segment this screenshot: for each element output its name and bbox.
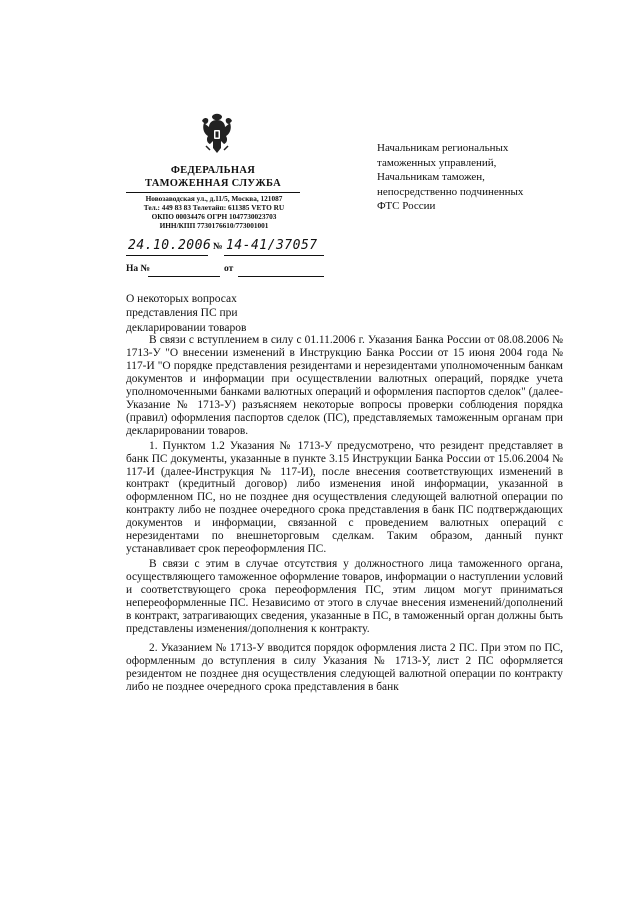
organization-name	[130, 164, 296, 190]
double-headed-eagle-emblem-icon	[200, 112, 234, 154]
reference-number-underline	[148, 276, 220, 277]
letter-subject	[126, 292, 326, 335]
subject-line: О некоторых вопросах	[126, 293, 237, 305]
body-paragraph-3: В связи с этим в случае отсутствия у должностного лица таможенного органа, осуществляющего таможенное оформление товаров, информации о наступлении условий и соответствующего срока переоформления ПС, этим лицом могут приниматься непереоформленные ПС. Независимо от этого в случае внесения изменений/дополнений в контракт, затрагивающих сведения, указанные в ПС, в таможенный орган должны быть представлены изменения/дополнения к контракту.	[126, 558, 563, 635]
body-paragraph-4: 2. Указанием № 1713-У вводится порядок оформления листа 2 ПС. При этом по ПС, оформленным до вступления в силу Указания № 1713-У, лист 2 ПС оформляется резидентом не позднее дня осуществления следующей валютной операции по контракту либо не позднее очередного срока представления в банк	[126, 641, 563, 693]
organization-name-line2: ТАМОЖЕННАЯ СЛУЖБА	[144, 178, 282, 189]
organization-phone: Тел.: 449 83 83 Телетайп: 611385 VETO RU	[143, 203, 285, 212]
addressee-line: ФТС России	[377, 200, 436, 213]
registration-line	[126, 240, 326, 258]
body-paragraph-1: В связи с вступлением в силу с 01.11.2006 г. Указания Банка России от 08.08.2006 № 1713-У "О внесении изменений в Инструкцию Банка России от 15 июня 2004 года № 117-И "О порядке представления резидентами и нерезидентами уполномоченным банкам документов и информации при осуществлении валютных операций, порядке учета уполномоченными банками валютных операций и оформления паспортов сделок" (далее-Указание № 1713-У) разъясняем некоторые вопросы проверки соблюдения порядка (правил) оформления паспортов сделок (ПС), представляемых таможенным органам при декларировании товаров.	[126, 334, 563, 437]
document-date: 24.10.2006	[128, 238, 212, 253]
reference-date-label: от	[224, 264, 234, 274]
organization-codes: ОКПО 00034476 ОГРН 1047730023703	[151, 212, 277, 221]
document-number: 14-41/37057	[226, 238, 318, 253]
organization-name-line1: ФЕДЕРАЛЬНАЯ	[170, 165, 256, 176]
reference-line	[126, 264, 326, 278]
organization-address: Новозаводская ул., д.11/5, Москва, 121087	[145, 194, 283, 203]
organization-inn: ИНН/КПП 7730176610/773001001	[159, 221, 269, 230]
reference-date-underline	[238, 276, 324, 277]
addressee-line: Начальникам таможен,	[377, 171, 485, 184]
addressee-line: таможенных управлений,	[377, 156, 497, 169]
organization-divider	[126, 192, 300, 193]
letter-body	[126, 334, 563, 696]
addressee-line: Начальникам региональных	[377, 142, 509, 154]
number-underline	[224, 255, 324, 256]
body-paragraph-2: 1. Пунктом 1.2 Указания № 1713-У предусмотрено, что резидент представляет в банк ПС документы, указанные в пункте 3.15 Инструкции Банка России от 15.06.2004 № 117-И (далее-Инструкция № 117-И), после внесения соответствующих изменений в контракт (кредитный договор) либо изменения иной информации, указанной в оформленном ПС, но не позднее дня осуществления следующей валютной операции по контракту либо не позднее очередного срока представления в банк ПС подтверждающих документов и информации, связанной с проведением валютных операций с нерезидентами по внешнеторговым сделкам. Таким образом, данный пункт устанавливает срок переоформления ПС.	[126, 439, 563, 556]
subject-line: декларировании товаров	[126, 321, 247, 334]
addressee-block	[377, 141, 587, 214]
reference-number-label: На №	[126, 264, 151, 274]
number-sign: №	[213, 242, 223, 252]
date-underline	[126, 255, 208, 256]
organization-contacts	[126, 194, 302, 230]
subject-line: представления ПС при	[126, 307, 238, 320]
addressee-line: непосредственно подчиненных	[377, 185, 524, 198]
